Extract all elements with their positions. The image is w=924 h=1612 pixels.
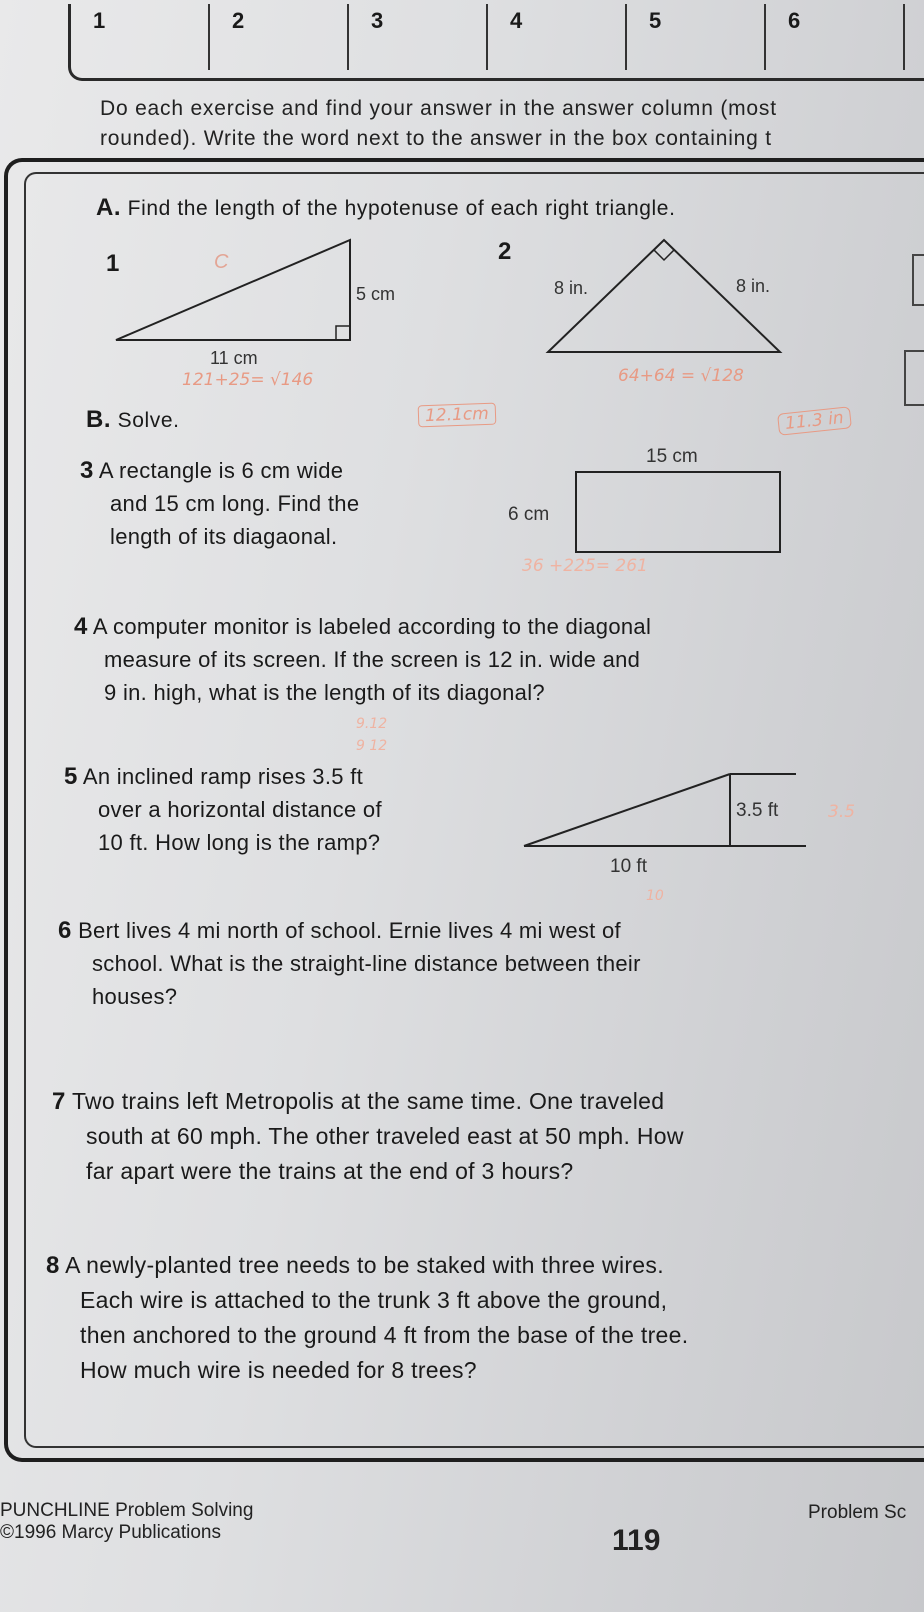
answer-cell-1	[71, 4, 210, 70]
problem-6	[58, 914, 641, 1013]
problem-7	[52, 1084, 684, 1189]
rectangle-length-label: 15 cm	[646, 446, 698, 467]
problem-7-line: south at 60 mph. The other traveled east at 50 mph. How	[86, 1123, 684, 1149]
triangle-1-leg-b-label: 11 cm	[210, 348, 258, 368]
ramp-rise-label: 3.5 ft	[736, 800, 779, 821]
section-a-heading	[96, 194, 676, 222]
problem-8-line: A newly-planted tree needs to be staked with three wires.	[65, 1252, 664, 1278]
problem-6-number: 6	[58, 917, 72, 944]
section-a-letter: A.	[96, 194, 122, 221]
problem-6-line: houses?	[92, 984, 178, 1009]
triangle-1-diagram	[110, 234, 430, 384]
problem-7-line: Two trains left Metropolis at the same time. One traveled	[71, 1088, 665, 1114]
problem-4	[74, 610, 651, 709]
handwritten-work-2: 64+64 = √128	[618, 366, 744, 386]
problem-3-line: A rectangle is 6 cm wide	[98, 458, 344, 483]
problem-7-line: far apart were the trains at the end of 3 hours?	[86, 1158, 574, 1184]
handwritten-work-3: 36 +225= 261	[522, 556, 648, 576]
answer-cell-number: 2	[232, 8, 245, 33]
rectangle-width-label: 6 cm	[508, 504, 550, 525]
handwritten-run: 10	[646, 888, 664, 904]
handwritten-rise: 3.5	[828, 802, 856, 822]
problem-8-number: 8	[46, 1252, 60, 1279]
handwritten-work-1: 121+25= √146	[182, 370, 314, 390]
problem-4-number: 4	[74, 613, 88, 640]
answer-cell-5	[627, 4, 766, 70]
problem-3-line: length of its diagaonal.	[110, 524, 338, 549]
problem-6-line: school. What is the straight-line distance between their	[92, 951, 641, 976]
triangle-1-hyp-mark: C	[214, 251, 229, 273]
answer-cell-number: 5	[649, 8, 662, 33]
page-number: 119	[612, 1524, 661, 1557]
answer-cell-number: 4	[510, 8, 523, 33]
problem-5	[64, 760, 382, 859]
problem-6-line: Bert lives 4 mi north of school. Ernie lives 4 mi west of	[78, 918, 621, 943]
problem-2-number: 2	[498, 238, 512, 265]
ramp-diagram	[520, 766, 820, 876]
answer-cell-4	[488, 4, 627, 70]
section-a-text: Find the length of the hypotenuse of each right triangle.	[127, 197, 676, 220]
triangle-2-leg-a-label: 8 in.	[554, 278, 589, 298]
answer-cell-6	[766, 4, 905, 70]
triangle-2-leg-b-label: 8 in.	[736, 276, 771, 296]
problem-3-number: 3	[80, 457, 94, 484]
answer-cell-number: 1	[93, 8, 106, 33]
problem-5-number: 5	[64, 763, 78, 790]
footer-right: Problem Sc	[808, 1502, 907, 1523]
problem-8-line: How much wire is needed for 8 trees?	[80, 1357, 477, 1383]
footer-publisher	[0, 1500, 253, 1544]
triangle-1-leg-a-label: 5 cm	[356, 284, 396, 304]
handwritten-work-4: 9.12	[356, 716, 388, 732]
problem-5-line: over a horizontal distance of	[98, 797, 382, 822]
answer-grid	[68, 4, 924, 81]
answer-cell-number: 6	[788, 8, 801, 33]
problem-4-line: measure of its screen. If the screen is 12 in. wide and	[104, 647, 641, 672]
instructions	[100, 94, 777, 154]
handwritten-answer-1: 12.1cm	[418, 403, 496, 428]
footer-title: PUNCHLINE Problem Solving	[0, 1500, 254, 1521]
footer-copyright: ©1996 Marcy Publications	[0, 1522, 221, 1543]
handwritten-answer-2: 11.3 in	[777, 406, 852, 435]
problem-8	[46, 1248, 688, 1388]
answer-cell-number: 3	[371, 8, 384, 33]
section-b-heading	[86, 406, 180, 434]
ramp-run-label: 10 ft	[610, 856, 647, 876]
problem-7-number: 7	[52, 1088, 66, 1115]
problem-4-line: 9 in. high, what is the length of its diagonal?	[104, 680, 545, 705]
problem-3-line: and 15 cm long. Find the	[110, 491, 360, 516]
answer-cell-3	[349, 4, 488, 70]
rectangle-diagram	[500, 436, 810, 556]
problem-4-line: A computer monitor is labeled according to the diagonal	[92, 614, 652, 639]
triangle-2-diagram	[544, 234, 804, 364]
problem-8-line: Each wire is attached to the trunk 3 ft above the ground,	[80, 1287, 668, 1313]
problem-5-line: 10 ft. How long is the ramp?	[98, 830, 381, 855]
instructions-line: Do each exercise and find your answer in the answer column (most	[100, 97, 777, 120]
problem-5-line: An inclined ramp rises 3.5 ft	[82, 764, 364, 789]
problem-8-line: then anchored to the ground 4 ft from the base of the tree.	[80, 1322, 689, 1348]
instructions-line: rounded). Write the word next to the answer in the box containing t	[100, 127, 772, 150]
section-b-text: Solve.	[117, 409, 180, 432]
answer-cell-2	[210, 4, 349, 70]
answer-box-edge	[912, 254, 924, 306]
handwritten-work-4b: 9 12	[356, 738, 388, 754]
answer-box-edge	[904, 350, 924, 406]
problem-1-number: 1	[106, 250, 120, 277]
problem-3	[80, 454, 359, 553]
section-b-letter: B.	[86, 406, 112, 433]
